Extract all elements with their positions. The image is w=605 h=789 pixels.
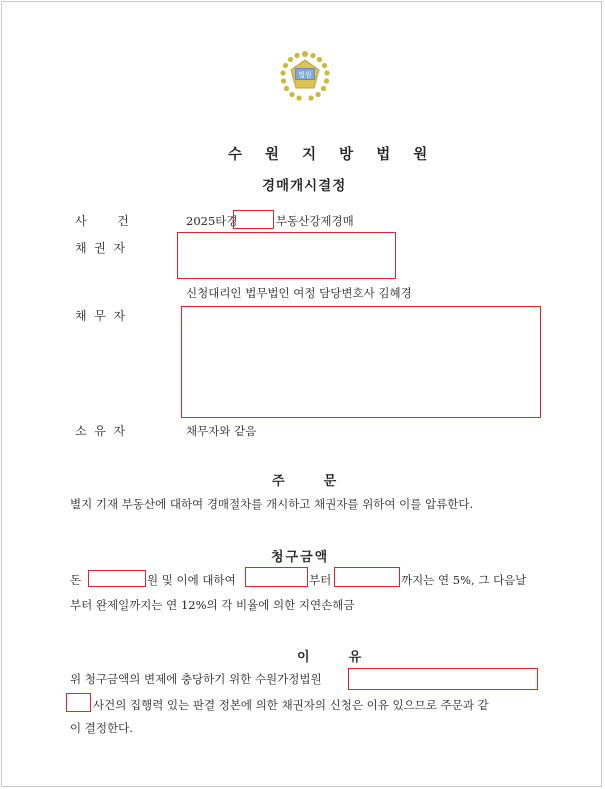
claim-text-line2: 부터 완제일까지는 연 12%의 각 비율에 의한 지연손해금 <box>70 598 355 612</box>
redacted-court-case <box>348 668 538 690</box>
case-number-prefix: 2025타경 <box>186 214 238 228</box>
reason-line3: 이 결정한다. <box>70 721 133 735</box>
redacted-amount <box>88 570 146 587</box>
case-type: 부동산강제경매 <box>276 214 354 228</box>
reason-title: 이 유 <box>297 650 372 665</box>
order-title: 주 문 <box>272 474 347 489</box>
redacted-case-suffix <box>66 693 91 712</box>
reason-line2: 사건의 집행력 있는 판결 정본에 의한 채권자의 신청은 이유 있으므로 주문과 같 <box>93 698 489 712</box>
claim-text-c: 까지는 연 5%, 그 다음날 <box>401 573 527 587</box>
reason-line1: 위 청구금액의 변제에 충당하기 위한 수원가정법원 <box>70 672 322 686</box>
svg-text:법원: 법원 <box>298 71 312 79</box>
claim-prefix: 돈 <box>70 573 82 587</box>
claim-text-a: 원 및 이에 대하여 <box>147 573 236 587</box>
case-label: 사 건 <box>75 214 129 228</box>
redacted-end-date <box>334 567 400 587</box>
debtor-label: 채 무 자 <box>75 309 126 323</box>
claim-text-b: 부터 <box>309 573 332 587</box>
redacted-start-date <box>245 567 308 587</box>
owner-value: 채무자와 같음 <box>186 424 257 438</box>
redacted-case-number <box>233 210 274 229</box>
agent-text: 신청대리인 법무법인 여정 담당변호사 김혜경 <box>186 286 412 300</box>
owner-label: 소 유 자 <box>75 424 126 438</box>
claim-title: 청구금액 <box>271 550 330 565</box>
court-seal <box>277 48 333 104</box>
document-title: 경매개시결정 <box>262 178 347 194</box>
court-seal-icon <box>277 48 333 104</box>
redacted-debtor <box>181 306 541 418</box>
redacted-creditor <box>177 232 396 279</box>
creditor-label: 채 권 자 <box>75 241 126 255</box>
order-text: 별지 기재 부동산에 대하여 경매절차를 개시하고 채권자를 위하여 이를 압류한다. <box>70 497 474 511</box>
court-name: 수 원 지 방 법 원 <box>228 146 437 163</box>
